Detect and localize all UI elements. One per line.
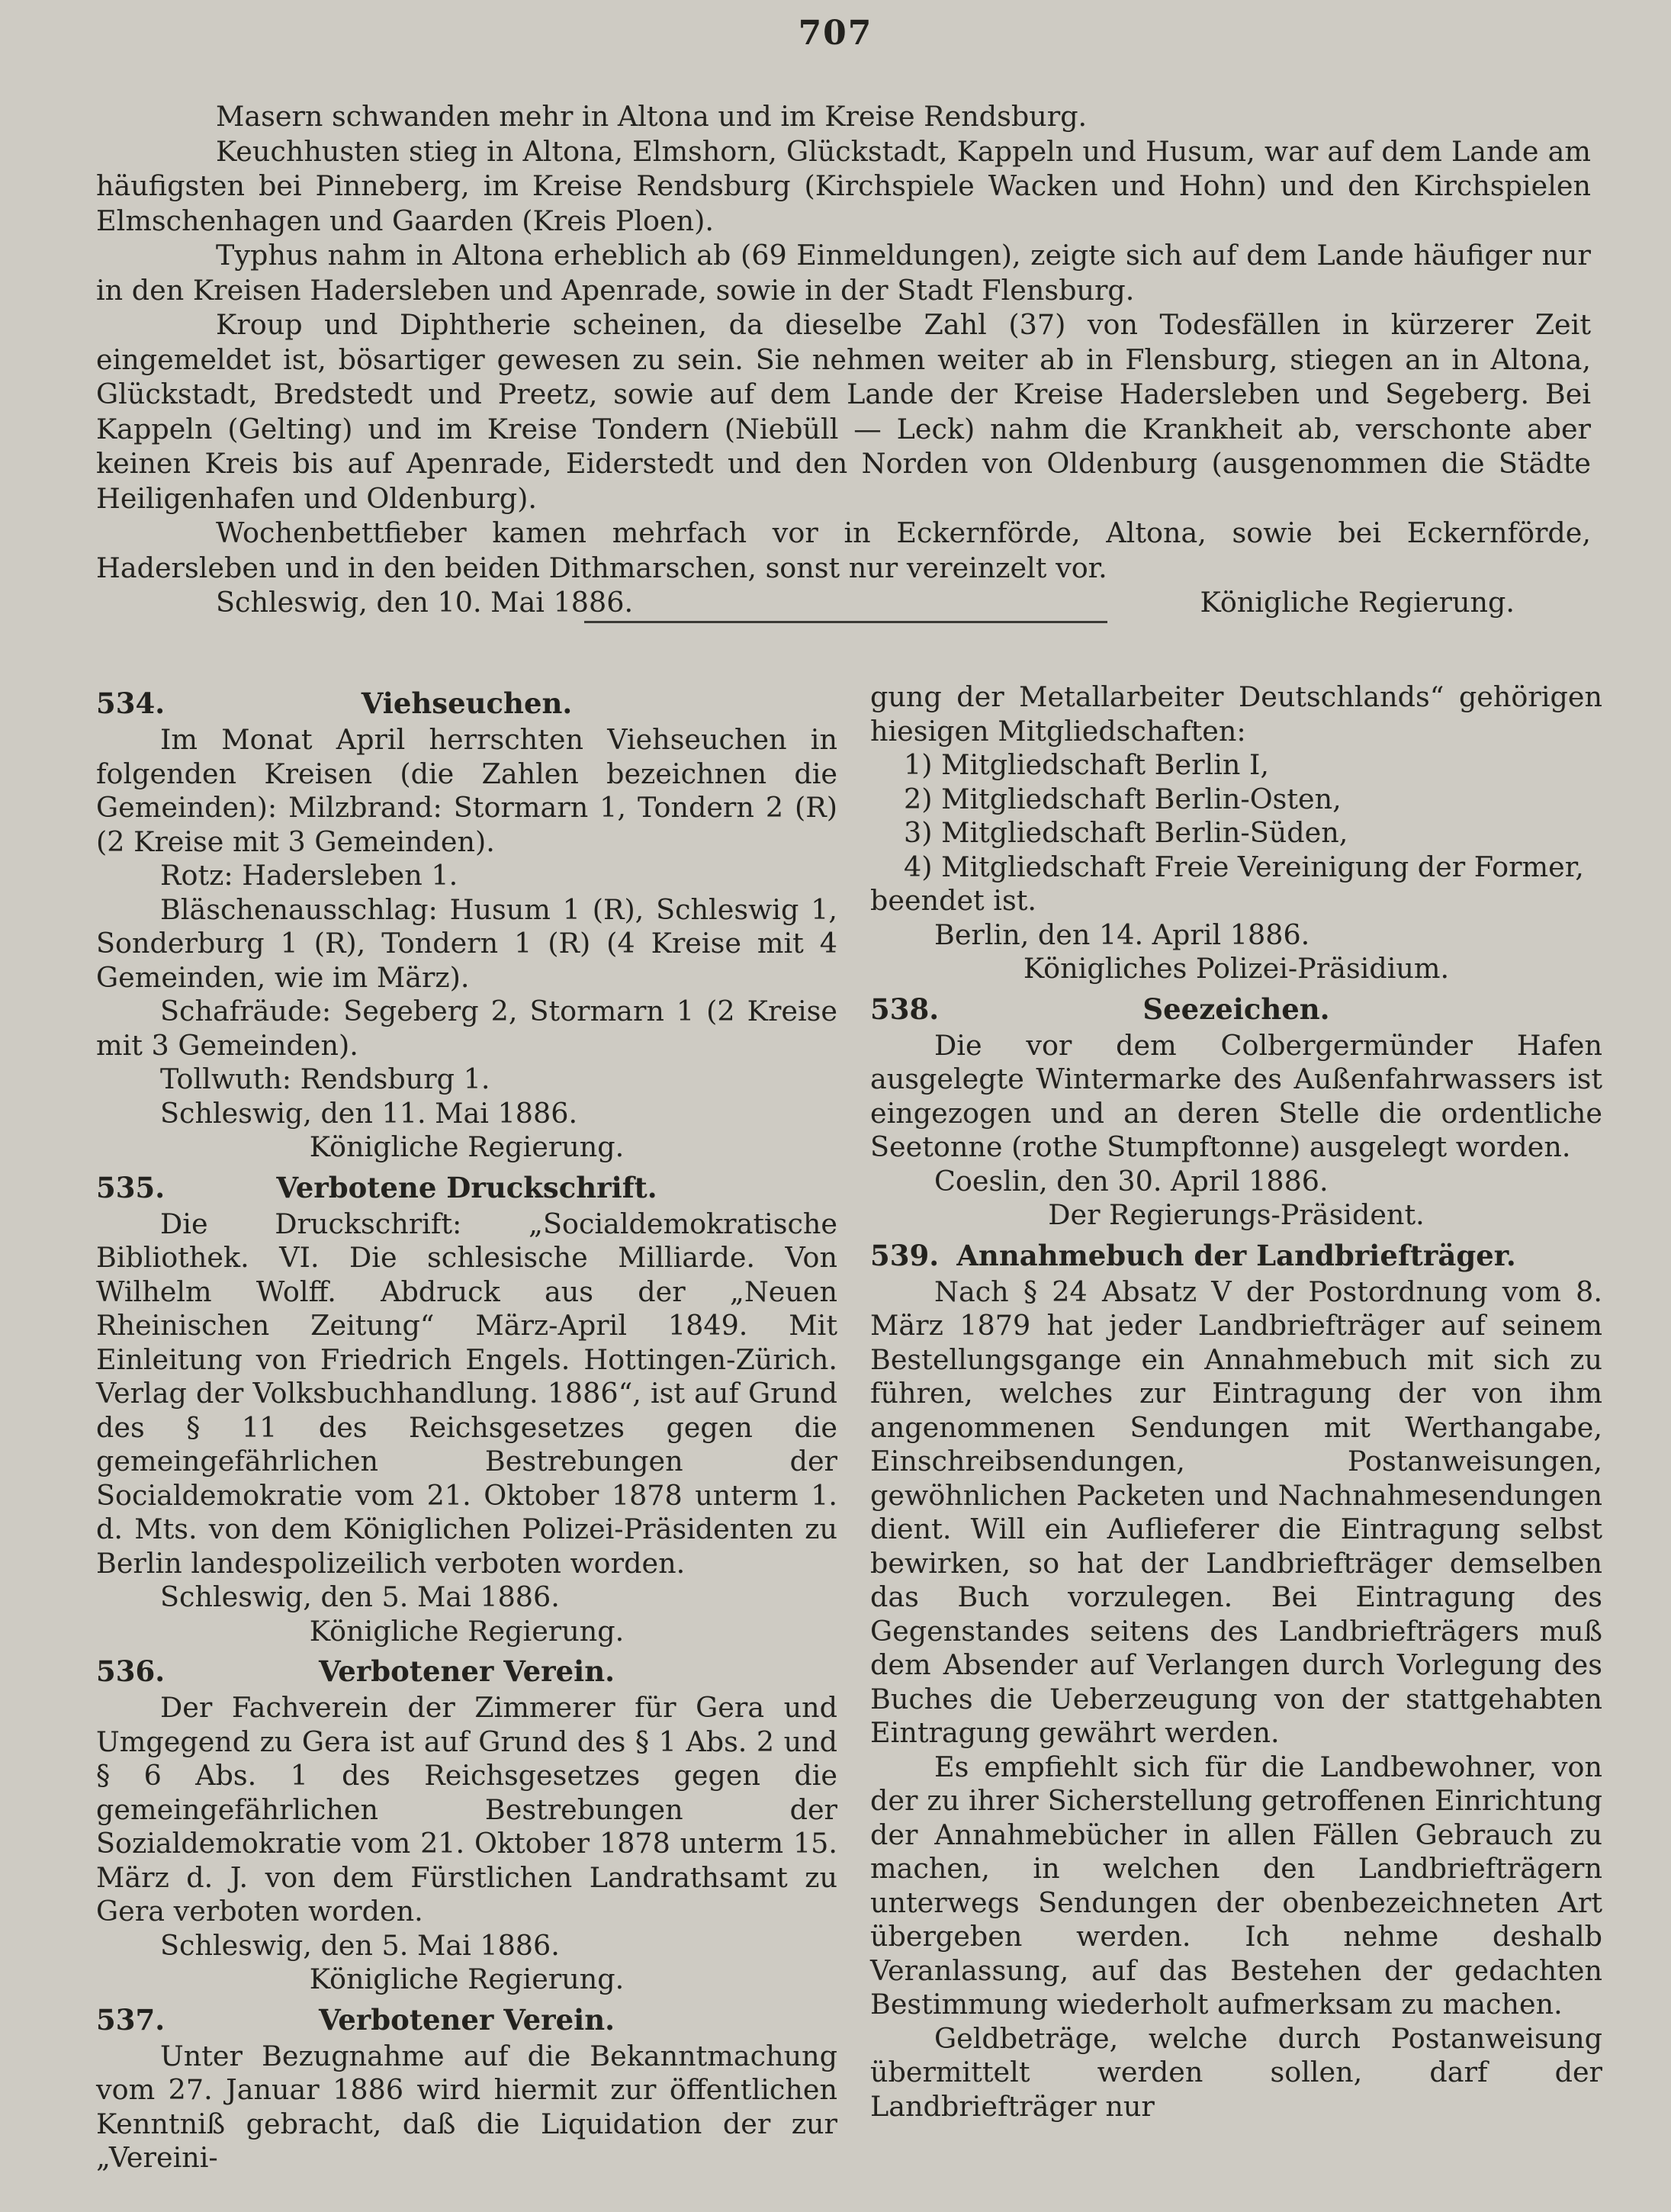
place-date: Schleswig, den 11. Mai 1886. [160, 1096, 578, 1130]
entry-536 [96, 1654, 837, 1997]
authority-signature: Der Regierungs-Präsident. [1048, 1198, 1425, 1231]
entry-number: 534. [96, 686, 165, 720]
list-item: 1) Mitgliedschaft Berlin I, [904, 748, 1270, 781]
signature-row [96, 585, 1591, 620]
authority-signature: Königliche Regierung. [1200, 586, 1515, 619]
paragraph: Geldbeträge, welche durch Postanweisung übermittelt werden sollen, darf der Landbriefträger nur [870, 2021, 1602, 2123]
paragraph: Die Druckschrift: „Socialdemokratische Bibliothek. VI. Die schlesische Milliarde. Von Wilhelm Wolff. Abdruck aus der „Neuen Rheinischen Zeitung“ März-April 1849. Mit Einleitung von Friedrich Engels. Hottingen-Zürich. Verlag der Volksbuchhandlung. 1886“, ist auf Grund des § 11 des Reichsgesetzes gegen die gemeingefährlichen Bestrebungen der Socialdemokratie vom 21. Oktober 1878 unterm 1. d. Mts. von dem Königlichen Polizei-Präsidenten zu Berlin landespolizeilich verboten worden. [96, 1207, 837, 1580]
paragraph: Bläschenausschlag: Husum 1 (R), Schleswig 1, Sonderburg 1 (R), Tondern 1 (R) (4 Kreise mit 4 Gemeinden, wie im März). [96, 892, 837, 994]
list-item: 2) Mitgliedschaft Berlin-Osten, [904, 782, 1342, 815]
entry-title: Seezeichen. [1142, 992, 1330, 1026]
left-column [96, 680, 837, 2175]
place-date: Coeslin, den 30. April 1886. [934, 1164, 1329, 1198]
paragraph: Unter Bezugnahme auf die Bekanntmachung vom 27. Januar 1886 wird hiermit zur öffentlichen Kenntniß gebracht, daß die Liquidation der zur „Vereini- [96, 2039, 837, 2174]
paragraph: Keuchhusten stieg in Altona, Elmshorn, Glückstadt, Kappeln und Husum, war auf dem Lande am häufigsten bei Pinneberg, im Kreise Rendsburg (Kirchspiele Wacken und Hohn) und den Kirchspielen Elmschenhagen und Gaarden (Kreis Ploen). [96, 134, 1591, 237]
paragraph: gung der Metallarbeiter Deutschlands“ gehörigen hiesigen Mitgliedschaften: [870, 680, 1602, 748]
entry-538 [870, 992, 1602, 1233]
health-report-section [96, 99, 1591, 620]
paragraph: Nach § 24 Absatz V der Postordnung vom 8. März 1879 hat jeder Landbriefträger auf seinem Bestellungsgange ein Annahmebuch mit sich zu führen, welches zur Eintragung der von ihm angenommenen Sendungen mit Werthangabe, Einschreibsendungen, Postanweisungen, gewöhnlichen Packeten und Nachnahmesendungen dient. Will ein Auflieferer die Eintragung selbst bewirken, so hat der Landbriefträger demselben das Buch vorzulegen. Bei Eintragung des Gegenstandes seitens des Landbriefträgers muß dem Absender auf Verlangen durch Vorlegung des Buches die Ueberzeugung von der stattgehabten Eintragung gewährt werden. [870, 1275, 1602, 1749]
paragraph: Wochenbettfieber kamen mehrfach vor in Eckernförde, Altona, sowie bei Eckernförde, Hadersleben und in den beiden Dithmarschen, sonst nur vereinzelt vor. [96, 516, 1591, 584]
paragraph: Im Monat April herrschten Viehseuchen in folgenden Kreisen (die Zahlen bezeichnen die Gemeinden): Milzbrand: Stormarn 1, Tondern 2 (R) (2 Kreise mit 3 Gemeinden). [96, 723, 837, 858]
paragraph: Rotz: Hadersleben 1. [160, 859, 458, 892]
place-date: Schleswig, den 10. Mai 1886. [216, 586, 634, 619]
entry-title: Verbotener Verein. [318, 1654, 615, 1688]
entry-heading [96, 2003, 837, 2040]
paragraph: Kroup und Diphtherie scheinen, da dieselbe Zahl (37) von Todesfällen in kürzerer Zeit eingemeldet ist, bösartiger gewesen zu sein. Sie nehmen weiter ab in Flensburg, stiegen an in Altona, Glückstadt, Bredstedt und Preetz, sowie auf dem Lande der Kreise Hadersleben und Segeberg. Bei Kappeln (Gelting) und im Kreise Tondern (Niebüll — Leck) nahm die Krankheit ab, verschonte aber keinen Kreis bis auf Apenrade, Eiderstedt und den Norden von Oldenburg (ausgenommen die Städte Heiligenhafen und Oldenburg). [96, 308, 1591, 515]
place-date: Berlin, den 14. April 1886. [934, 918, 1310, 951]
entry-537-continued [870, 680, 1602, 986]
list-item: 3) Mitgliedschaft Berlin-Süden, [904, 816, 1348, 849]
page-number: 707 [798, 14, 873, 53]
paragraph: Der Fachverein der Zimmerer für Gera und Umgegend zu Gera ist auf Grund des § 1 Abs. 2 und § 6 Abs. 1 des Reichsgesetzes gegen die gemeingefährlichen Bestrebungen der Sozialdemokratie vom 21. Oktober 1878 unterm 15. März d. J. von dem Fürstlichen Landrathsamt zu Gera verboten worden. [96, 1691, 837, 1927]
entry-title: Verbotene Druckschrift. [276, 1170, 657, 1204]
entry-number: 535. [96, 1170, 165, 1204]
authority-signature: Königliches Polizei-Präsidium. [1023, 952, 1450, 985]
entry-539 [870, 1239, 1602, 2124]
entry-heading [96, 686, 837, 723]
place-date: Schleswig, den 5. Mai 1886. [160, 1580, 560, 1613]
authority-signature: Königliche Regierung. [309, 1963, 625, 1995]
list-item: 4) Mitgliedschaft Freie Vereinigung der Former, [904, 850, 1584, 883]
entry-heading [96, 1171, 837, 1207]
authority-signature: Königliche Regierung. [309, 1130, 625, 1163]
entry-number: 538. [870, 992, 940, 1026]
entry-535 [96, 1171, 837, 1649]
entry-number: 536. [96, 1654, 165, 1688]
entry-heading [870, 1239, 1602, 1275]
entry-number: 537. [96, 2002, 165, 2037]
entry-title: Annahmebuch der Landbriefträger. [956, 1238, 1516, 1272]
entry-number: 539. [870, 1238, 940, 1272]
entry-534 [96, 686, 837, 1165]
paragraph: beendet ist. [870, 884, 1036, 917]
entry-heading [870, 992, 1602, 1029]
paragraph: Es empfiehlt sich für die Landbewohner, von der zu ihrer Sicherstellung getroffenen Einrichtung der Annahmebücher in allen Fällen Gebrauch zu machen, in welchen den Landbriefträgern unterwegs Sendungen der obenbezeichneten Art übergeben werden. Ich nehme deshalb Veranlassung, auf das Bestehen der gedachten Bestimmung wiederholt aufmerksam zu machen. [870, 1750, 1602, 2021]
right-column [870, 680, 1602, 2124]
place-date: Schleswig, den 5. Mai 1886. [160, 1928, 560, 1962]
paragraph: Schafräude: Segeberg 2, Stormarn 1 (2 Kreise mit 3 Gemeinden). [96, 995, 837, 1062]
entry-title: Viehseuchen. [361, 686, 573, 720]
section-divider [584, 621, 1107, 623]
authority-signature: Königliche Regierung. [309, 1614, 625, 1648]
paragraph: Typhus nahm in Altona erheblich ab (69 Einmeldungen), zeigte sich auf dem Lande häufiger nur in den Kreisen Hadersleben und Apenrade, sowie in der Stadt Flensburg. [96, 239, 1591, 307]
paragraph: Tollwuth: Rendsburg 1. [160, 1063, 490, 1095]
entry-heading [96, 1654, 837, 1691]
entry-537-start [96, 2003, 837, 2175]
entry-title: Verbotener Verein. [318, 2002, 615, 2037]
paragraph: Masern schwanden mehr in Altona und im Kreise Rendsburg. [216, 100, 1088, 133]
paragraph: Die vor dem Colbergermünder Hafen ausgelegte Wintermarke des Außenfahrwassers ist eingezogen und an deren Stelle die ordentliche Seetonne (rothe Stumpftonne) ausgelegt worden. [870, 1028, 1602, 1163]
